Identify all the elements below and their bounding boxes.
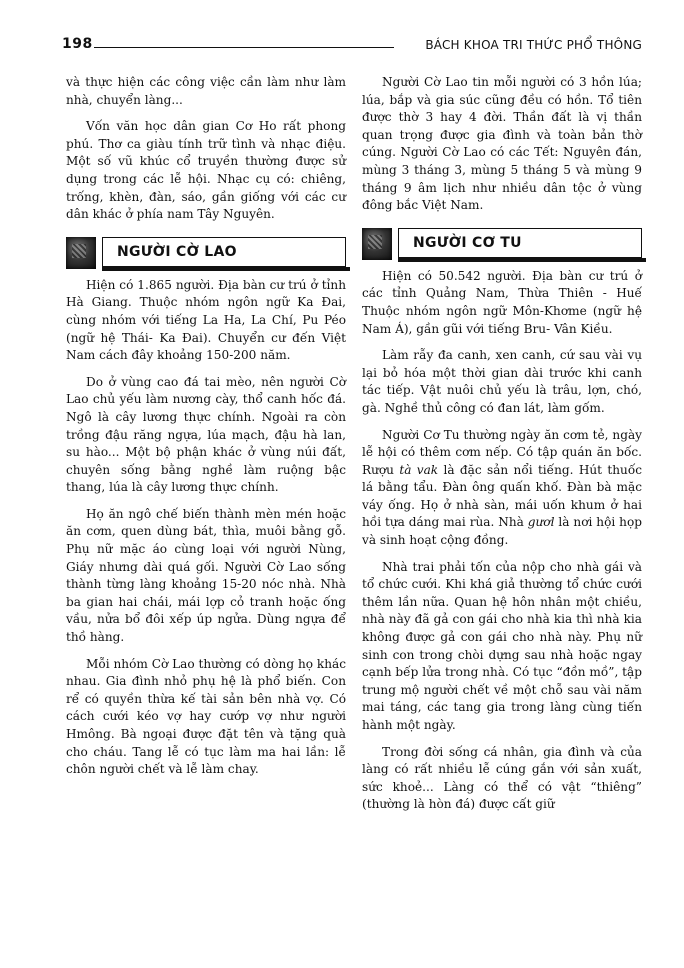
paragraph: Nhà trai phải tốn của nộp cho nhà gái và tổ chức cưới. Khi khá giả thường tổ chức cưới thêm lần nữa. Quan hệ hôn nhân một chiều, nhà này đã gả con gái cho nhà kia thì nhà kia không được gả con gái cho nhà này. Phụ nữ sinh con trong chòi dựng sau nhà hoặc ngay cạnh bếp lửa trong nhà. Có tục “đồn mồ”, tập trung mộ người chết về một chỗ sau vài năm mai táng, các tang gia trong làng cùng tiến hành một ngày.: [362, 559, 642, 732]
paragraph: Do ở vùng cao đá tai mèo, nên người Cờ Lao chủ yếu làm nương cày, thổ canh hốc đá. Ngô là cây lương thực chính. Ngoài ra còn trồng đậu răng ngựa, lúa mạch, đậu hà lan, su hào... Một bộ phận khác ở vùng núi đất, chuyên sống bằng nghề làm ruộng bậc thang, lúa là cây lương thực chính.: [66, 374, 346, 495]
ethnic-photo-icon: [362, 228, 392, 260]
paragraph: Trong đời sống cá nhân, gia đình và của làng có rất nhiều lễ cúng gắn với sản xuất, sức khoẻ... Làng có thể có vật “thiêng” (thường là hòn đá) được cất giữ: [362, 744, 642, 812]
paragraph: [362, 427, 642, 550]
section-heading-co-lao: [66, 237, 346, 271]
italic-term: tà vak: [399, 462, 439, 477]
section-heading-co-tu: [362, 228, 642, 262]
paragraph: Hiện có 50.542 người. Địa bàn cư trú ở các tỉnh Quảng Nam, Thừa Thiên - Huế Thuộc nhóm ngôn ngữ Môn-Khơme (ngữ hệ Nam Á), gần gũi với tiếng Bru- Vân Kiều.: [362, 268, 642, 336]
paragraph: và thực hiện các công việc cần làm như làm nhà, chuyển làng...: [66, 75, 346, 107]
italic-term: gươl: [527, 515, 555, 530]
text-run: là nơi hội họp và sinh hoạt cộng đồng.: [362, 515, 642, 548]
section-title: NGƯỜI CỜ LAO: [117, 243, 237, 260]
paragraph: Hiện có 1.865 người. Địa bàn cư trú ở tỉnh Hà Giang. Thuộc nhóm ngôn ngữ Ka Đai, cùng nhóm với tiếng La Ha, La Chí, Pu Péo (ngữ hệ Thái- Ka Đai). Chuyển cư đến Việt Nam cách đây khoảng 150-200 năm.: [66, 277, 346, 363]
paragraph: Vốn văn học dân gian Cơ Ho rất phong phú. Thơ ca giàu tính trữ tình và nhạc điệu. Một số vũ khúc cổ truyền thường được sử dụng trong các lễ hội. Nhạc cụ có: chiêng, trống, khèn, đàn, sáo, gần giống với các cư dân khác ở phía nam Tây Nguyên.: [66, 119, 346, 222]
header-rule: [94, 47, 394, 48]
paragraph: Làm rẫy đa canh, xen canh, cứ sau vài vụ lại bỏ hóa một thời gian dài trước khi canh tác tiếp. Vật nuôi chủ yếu là trâu, lợn, chó, gà. Nghề thủ công có đan lát, làm gốm.: [362, 348, 642, 415]
paragraph: Họ ăn ngô chế biến thành mèn mén hoặc ăn cơm, quen dùng bát, thìa, muôi bằng gỗ. Phụ nữ mặc áo cùng loại với người Nùng, Giáy nhưng dài quá gối. Người Cờ Lao sống thành từng làng khoảng 15-20 nóc nhà. Nhà ba gian hai chái, mái lợp cỏ tranh hoặc ống vầu, nửa bổ đôi xếp úp ngửa. Dùng ngựa để thồ hàng.: [66, 506, 346, 645]
left-column: [66, 74, 346, 788]
running-title: BÁCH KHOA TRI THỨC PHỔ THÔNG: [425, 38, 642, 52]
section-title: NGƯỜI CƠ TU: [413, 234, 522, 251]
section-title-box: [398, 228, 642, 258]
right-column: [362, 74, 642, 823]
ethnic-photo-icon: [66, 237, 96, 269]
section-title-box: [102, 237, 346, 267]
page-header: [62, 34, 642, 56]
page-number: 198: [62, 36, 93, 52]
text-run: Người Cơ Tu thường ngày ăn cơm tẻ, ngày lễ hội có thêm cơm nếp. Có tập quán ăn bốc. Rượu: [362, 427, 642, 477]
paragraph: Người Cờ Lao tin mỗi người có 3 hồn lúa; lúa, bắp và gia súc cũng đều có hồn. Tổ tiên được thờ 3 hay 4 đời. Thần đất là vị thần quan trọng được gia đình và toàn bản thờ cúng. Người Cờ Lao có các Tết: Nguyên đán, mùng 3 tháng 3, mùng 5 tháng 5 và mùng 9 tháng 9 âm lịch như nhiều dân tộc ở vùng đông bắc Việt Nam.: [362, 75, 642, 213]
paragraph: Mỗi nhóm Cờ Lao thường có dòng họ khác nhau. Gia đình nhỏ phụ hệ là phổ biến. Con rể có quyền thừa kế tài sản bên nhà vợ. Có cách cưới kéo vợ hay cướp vợ như người Hmông. Bà ngoại được đặt tên và tặng quà cho cháu. Tang lễ có tục làm ma hai lần: lễ chôn người chết và lễ làm chay.: [66, 656, 346, 777]
text-run: là đặc sản nổi tiếng. Hút thuốc lá bằng tẩu. Đàn ông quấn khố. Đàn bà mặc váy ống. Họ ở nhà sàn, mái uốn khum ở hai hồi tựa dáng mai rùa. Nhà: [362, 462, 642, 530]
